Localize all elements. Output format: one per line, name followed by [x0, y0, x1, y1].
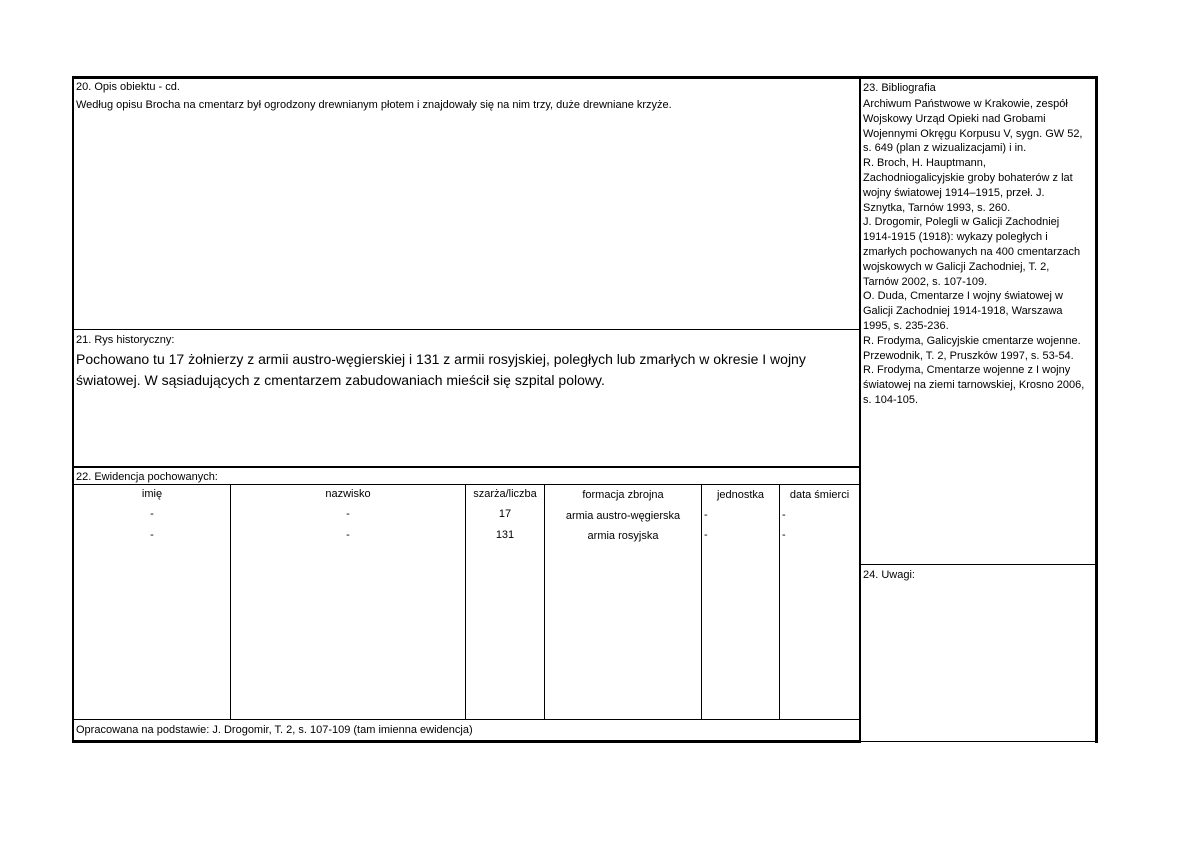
- header-jednostka: jednostka: [716, 489, 765, 501]
- table-row-1-imie: -: [150, 508, 154, 520]
- header-imie: imię: [141, 488, 163, 500]
- bibliography-line: J. Drogomir, Polegli w Galicji Zachodniej: [863, 216, 1060, 229]
- col-divider-1: [230, 485, 231, 719]
- table-row-2-formacja: armia rosyjska: [587, 530, 659, 542]
- table-row-2-data: -: [782, 529, 786, 541]
- table-row-1-nazwisko: -: [346, 508, 350, 520]
- bibliography-line: 1914-1915 (1918): wykazy poległych i: [863, 231, 1048, 244]
- bibliography-line: Sznytka, Tarnów 1993, s. 260.: [863, 201, 1011, 214]
- divider-21-22: [72, 466, 861, 468]
- table-footer-source: Opracowana na podstawie: J. Drogomir, T. 2, s. 107-109 (tam imienna ewidencja): [76, 724, 473, 736]
- table-row-2-jednostka: -: [704, 529, 708, 541]
- bibliography-line: Archiwum Państwowe w Krakowie, zespół: [863, 98, 1068, 110]
- bibliography-line: wojskowych w Galicji Zachodniej, T. 2,: [863, 260, 1050, 273]
- col-divider-4: [701, 485, 702, 719]
- frame-left: [72, 76, 74, 742]
- bibliography-line: Zachodniogalicyjskie groby bohaterów z lat: [863, 171, 1073, 184]
- frame-right: [1095, 76, 1098, 743]
- section-22-title: 22. Ewidencja pochowanych:: [76, 471, 218, 483]
- header-nazwisko: nazwisko: [325, 488, 371, 500]
- bibliography-line: s. 104-105.: [863, 393, 919, 406]
- table-row-2-nazwisko: -: [346, 529, 350, 541]
- bibliography-line: Wojennymi Okręgu Korpusu V, sygn. GW 52,: [863, 127, 1083, 140]
- frame-bottom-left: [72, 740, 861, 743]
- header-formacja: formacja zbrojna: [582, 489, 664, 501]
- header-szarza: szarża/liczba: [473, 488, 537, 500]
- divider-20-21: [72, 329, 861, 330]
- section-21-title: 21. Rys historyczny:: [76, 334, 175, 346]
- bibliography-line: 1995, s. 235-236.: [863, 319, 949, 332]
- table-row-1-formacja: armia austro-węgierska: [565, 510, 681, 522]
- section-24-title: 24. Uwagi:: [863, 569, 915, 581]
- bibliography-line: Wojskowy Urząd Opieki nad Grobami: [863, 112, 1046, 125]
- table-row-1-jednostka: -: [704, 509, 708, 521]
- frame-bottom-right: [859, 741, 1098, 742]
- bibliography-line: O. Duda, Cmentarze I wojny światowej w: [863, 290, 1063, 303]
- section-23-title: 23. Bibliografia: [863, 82, 936, 94]
- col-divider-2: [465, 485, 466, 719]
- bibliography-line: R. Frodyma, Cmentarze wojenne z I wojny: [863, 364, 1071, 377]
- divider-22-title: [72, 484, 861, 485]
- table-row-2-liczba: 131: [495, 529, 515, 541]
- bibliography-line: R. Broch, H. Hauptmann,: [863, 157, 986, 170]
- bibliography-line: s. 649 (plan z wizualizacjami) i in.: [863, 142, 1027, 155]
- bibliography-line: Tarnów 2002, s. 107-109.: [863, 275, 988, 288]
- divider-23-24: [859, 564, 1098, 565]
- section-20-text: Według opisu Brocha na cmentarz był ogrodzony drewnianym płotem i znajdowały się na nim trzy, duże drewniane krzyże.: [76, 99, 672, 111]
- bibliography-list: [863, 97, 1095, 408]
- divider-table-footer: [72, 719, 861, 720]
- table-row-1-data: -: [782, 509, 786, 521]
- section-20-title: 20. Opis obiektu - cd.: [76, 81, 180, 93]
- header-data: data śmierci: [789, 489, 850, 501]
- table-row-1-liczba: 17: [498, 508, 512, 520]
- section-21-text: Pochowano tu 17 żołnierzy z armii austro-węgierskiej i 131 z armii rosyjskiej, poległych lub zmarłych w okresie I wojny światowej. W sąsiadujących z cmentarzem zabudowaniach mieścił się szpital polowy.: [76, 351, 806, 388]
- frame-top: [72, 76, 1097, 79]
- table-row-2-imie: -: [150, 529, 154, 541]
- middle-vertical-divider: [859, 76, 861, 743]
- bibliography-line: światowej na ziemi tarnowskiej, Krosno 2006,: [863, 379, 1085, 392]
- bibliography-line: zmarłych pochowanych na 400 cmentarzach: [863, 245, 1081, 258]
- bibliography-line: Galicji Zachodniej 1914-1918, Warszawa: [863, 305, 1063, 318]
- bibliography-line: Przewodnik, T. 2, Pruszków 1997, s. 53-54.: [863, 349, 1074, 362]
- bibliography-line: wojny światowej 1914–1915, przeł. J.: [863, 186, 1045, 199]
- col-divider-5: [779, 485, 780, 719]
- bibliography-line: R. Frodyma, Galicyjskie cmentarze wojenne.: [863, 334, 1081, 347]
